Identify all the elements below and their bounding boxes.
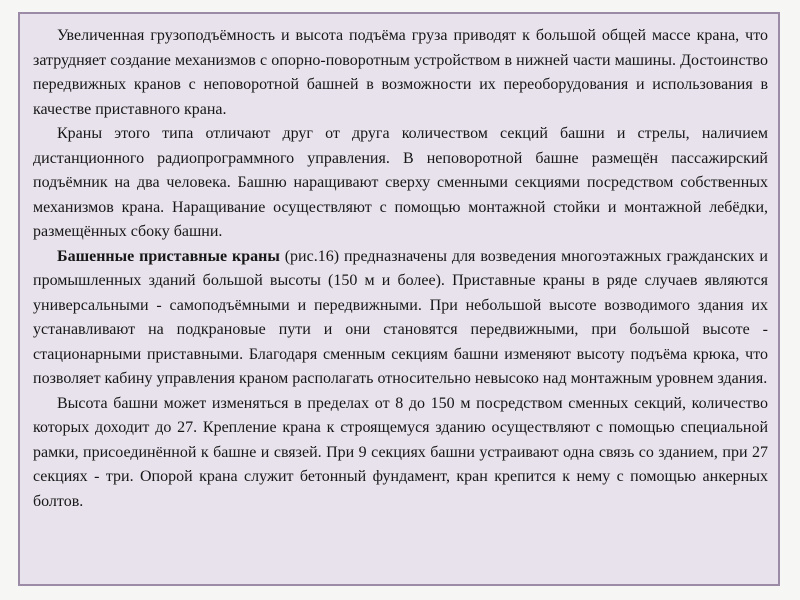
text-frame <box>18 12 780 586</box>
paragraph-1 <box>33 24 768 122</box>
paragraph-3-text: (рис.16) предназначены для возведения многоэтажных гражданских и промышленных зданий большой высоты (150 м и более). Приставные краны в ряде случаев являются универсальными - самоподъёмными и передвижными. При небольшой высоте возводимого здания их устанавливают на подкрановые пути и они становятся передвижными, при большой высоте - стационарными приставными. Благодаря сменным секциям башни изменяют высоту подъёма крюка, что позволяет кабину управления краном располагать относительно невысоко над монтажным уровнем здания. <box>33 247 768 387</box>
paragraph-2 <box>33 122 768 245</box>
paragraph-1-text: Увеличенная грузоподъёмность и высота подъёма груза приводят к большой общей массе крана, что затрудняет создание механизмов с опорно-поворотным устройством в нижней части машины. Достоинство передвижных кранов с неповоротной башней в возможности их переоборудования и использования в качестве приставного крана. <box>33 27 768 118</box>
paragraph-2-text: Краны этого типа отличают друг от друга количеством секций башни и стрелы, наличием дистанционного радиопрограммного управления. В неповоротной башне размещён пассажирский подъёмник на два человека. Башню наращивают сверху сменными секциями посредством собственных механизмов крана. Наращивание осуществляют с помощью монтажной стойки и монтажной лебёдки, размещённых сбоку башни. <box>33 125 768 240</box>
paragraph-3 <box>33 245 768 392</box>
paragraph-3-lead-term: Башенные приставные краны <box>57 247 280 265</box>
paragraph-4-text: Высота башни может изменяться в пределах от 8 до 150 м посредством сменных секций, количество которых доходит до 27. Крепление крана к строящемуся зданию осуществляют с помощью специальной рамки, присоединённой к башне и связей. При 9 секциях башни устраивают одна связь со зданием, при 27 секциях - три. Опорой крана служит бетонный фундамент, кран крепится к нему с помощью анкерных болтов. <box>33 394 768 510</box>
paragraph-4 <box>33 392 768 515</box>
